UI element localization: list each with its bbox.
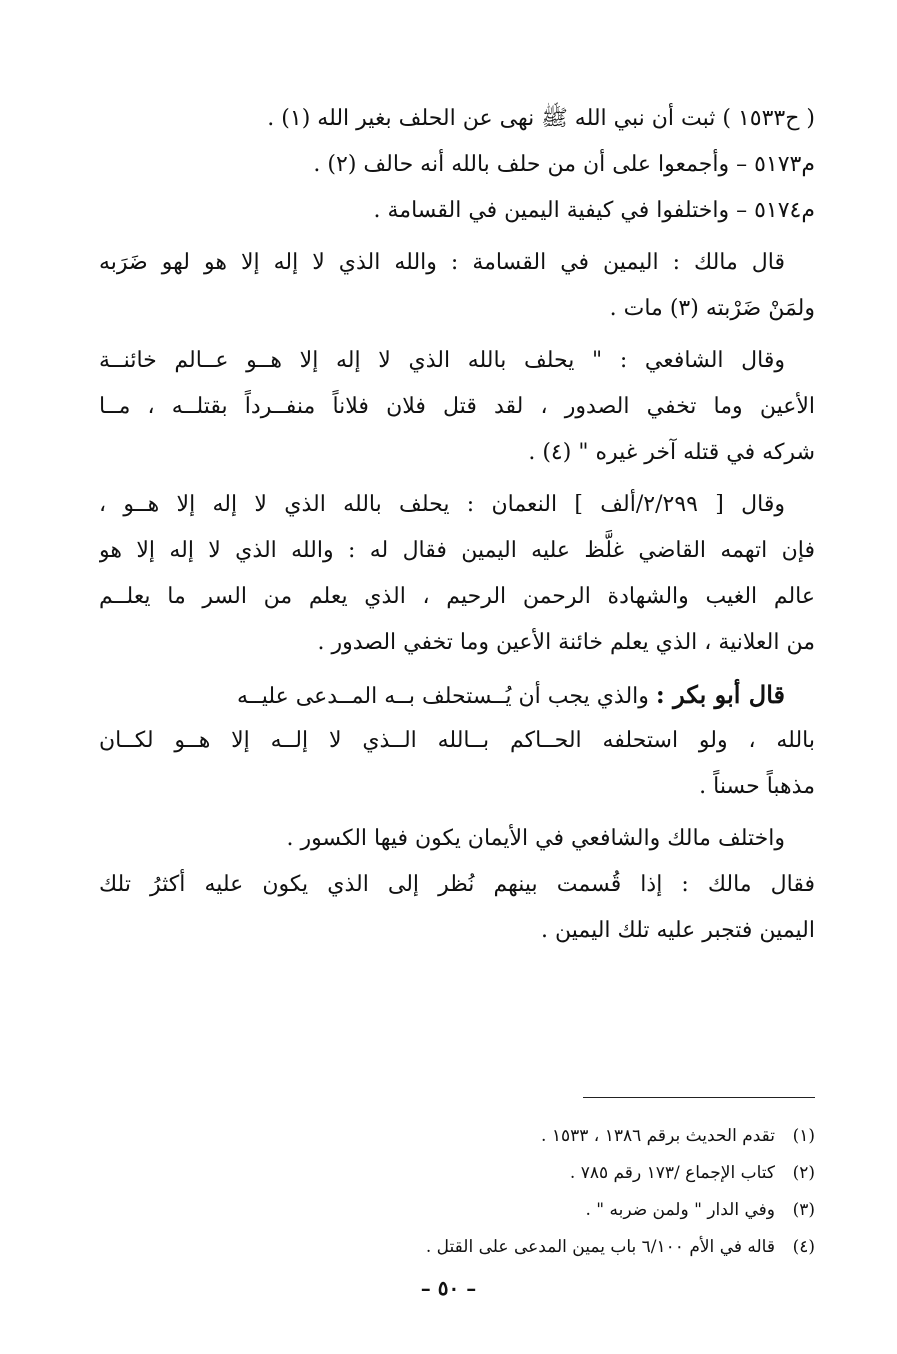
footnote-divider (583, 1097, 815, 1098)
abu-bakr-heading: قال أبو بكر : (655, 680, 785, 709)
text-line: واختلف مالك والشافعي في الأيمان يكون فيها الكسور . (286, 826, 785, 851)
text-line: عالم الغيب والشهادة الرحمن الرحيم ، الذي يعلم من السر ما يعلــم (99, 584, 815, 609)
text-line: شركه في قتله آخر غيره " (٤) . (528, 440, 815, 465)
footnote-item (99, 1192, 815, 1229)
text-line: م٥١٧٤ – واختلفوا في كيفية اليمين في القسامة . (373, 198, 815, 223)
text-line: الأعين وما تخفي الصدور ، لقد قتل فلان فلاناً منفــرداً بقتلــه ، مــا (99, 394, 815, 419)
text-line: اليمين فتجبر عليه تلك اليمين . (540, 918, 815, 943)
footnote-item (99, 1229, 815, 1266)
footnote-item (99, 1118, 815, 1155)
text-line: فإن اتهمه القاضي غلَّظ عليه اليمين فقال له : والله الذي لا إله إلا هو (99, 538, 815, 563)
footnote-text: قاله في الأم ٦/١٠٠ باب يمين المدعى على القتل . (425, 1237, 775, 1257)
text-line: ولمَنْ ضَرْبته (٣) مات . (609, 296, 815, 321)
footnote-item (99, 1155, 815, 1192)
text-line: وقال [ ٢/٢٩٩/ألف ] النعمان : يحلف بالله الذي لا إله إلا هــو ، (99, 492, 785, 517)
footnote-text: كتاب الإجماع /١٧٣ رقم ٧٨٥ . (569, 1163, 775, 1183)
text-line (99, 672, 815, 718)
footnote-number: (١) (792, 1126, 815, 1146)
footnote-number: (٢) (792, 1163, 815, 1183)
text-line: بالله ، ولو استحلفه الحــاكم بــالله الــذي لا إلــه إلا هــو لكــان (99, 728, 815, 753)
footnotes (99, 1118, 815, 1266)
footnote-number: (٣) (792, 1200, 815, 1220)
footnote-text: تقدم الحديث برقم ١٣٨٦ ، ١٥٣٣ . (541, 1126, 775, 1146)
text-line: من العلانية ، الذي يعلم خائنة الأعين وما تخفي الصدور . (317, 630, 815, 655)
text-line: م٥١٧٣ – وأجمعوا على أن من حلف بالله أنه حالف (٢) . (313, 152, 815, 177)
text-line: مذهباً حسناً . (699, 774, 815, 799)
footnote-text: وفي الدار " ولمن ضربه " . (585, 1200, 775, 1220)
footnote-number: (٤) (792, 1237, 815, 1257)
text-line: وقال الشافعي : " يحلف بالله الذي لا إله إلا هــو عــالم خائنــة (99, 348, 785, 373)
text-line: قال مالك : اليمين في القسامة : والله الذي لا إله إلا هو لهو ضَرَبه (99, 250, 785, 275)
main-text (99, 96, 815, 954)
page-number: – ٥٠ – (420, 1276, 477, 1300)
text-span: والذي يجب أن يُــستحلف بــه المــدعى عليــه (237, 684, 649, 709)
text-line: فقال مالك : إذا قُسمت بينهم نُظر إلى الذي يكون عليه أكثرُ تلك (99, 872, 815, 897)
text-line: ( ح١٥٣٣ ) ثبت أن نبي الله ﷺ نهى عن الحلف بغير الله (١) . (267, 106, 815, 131)
